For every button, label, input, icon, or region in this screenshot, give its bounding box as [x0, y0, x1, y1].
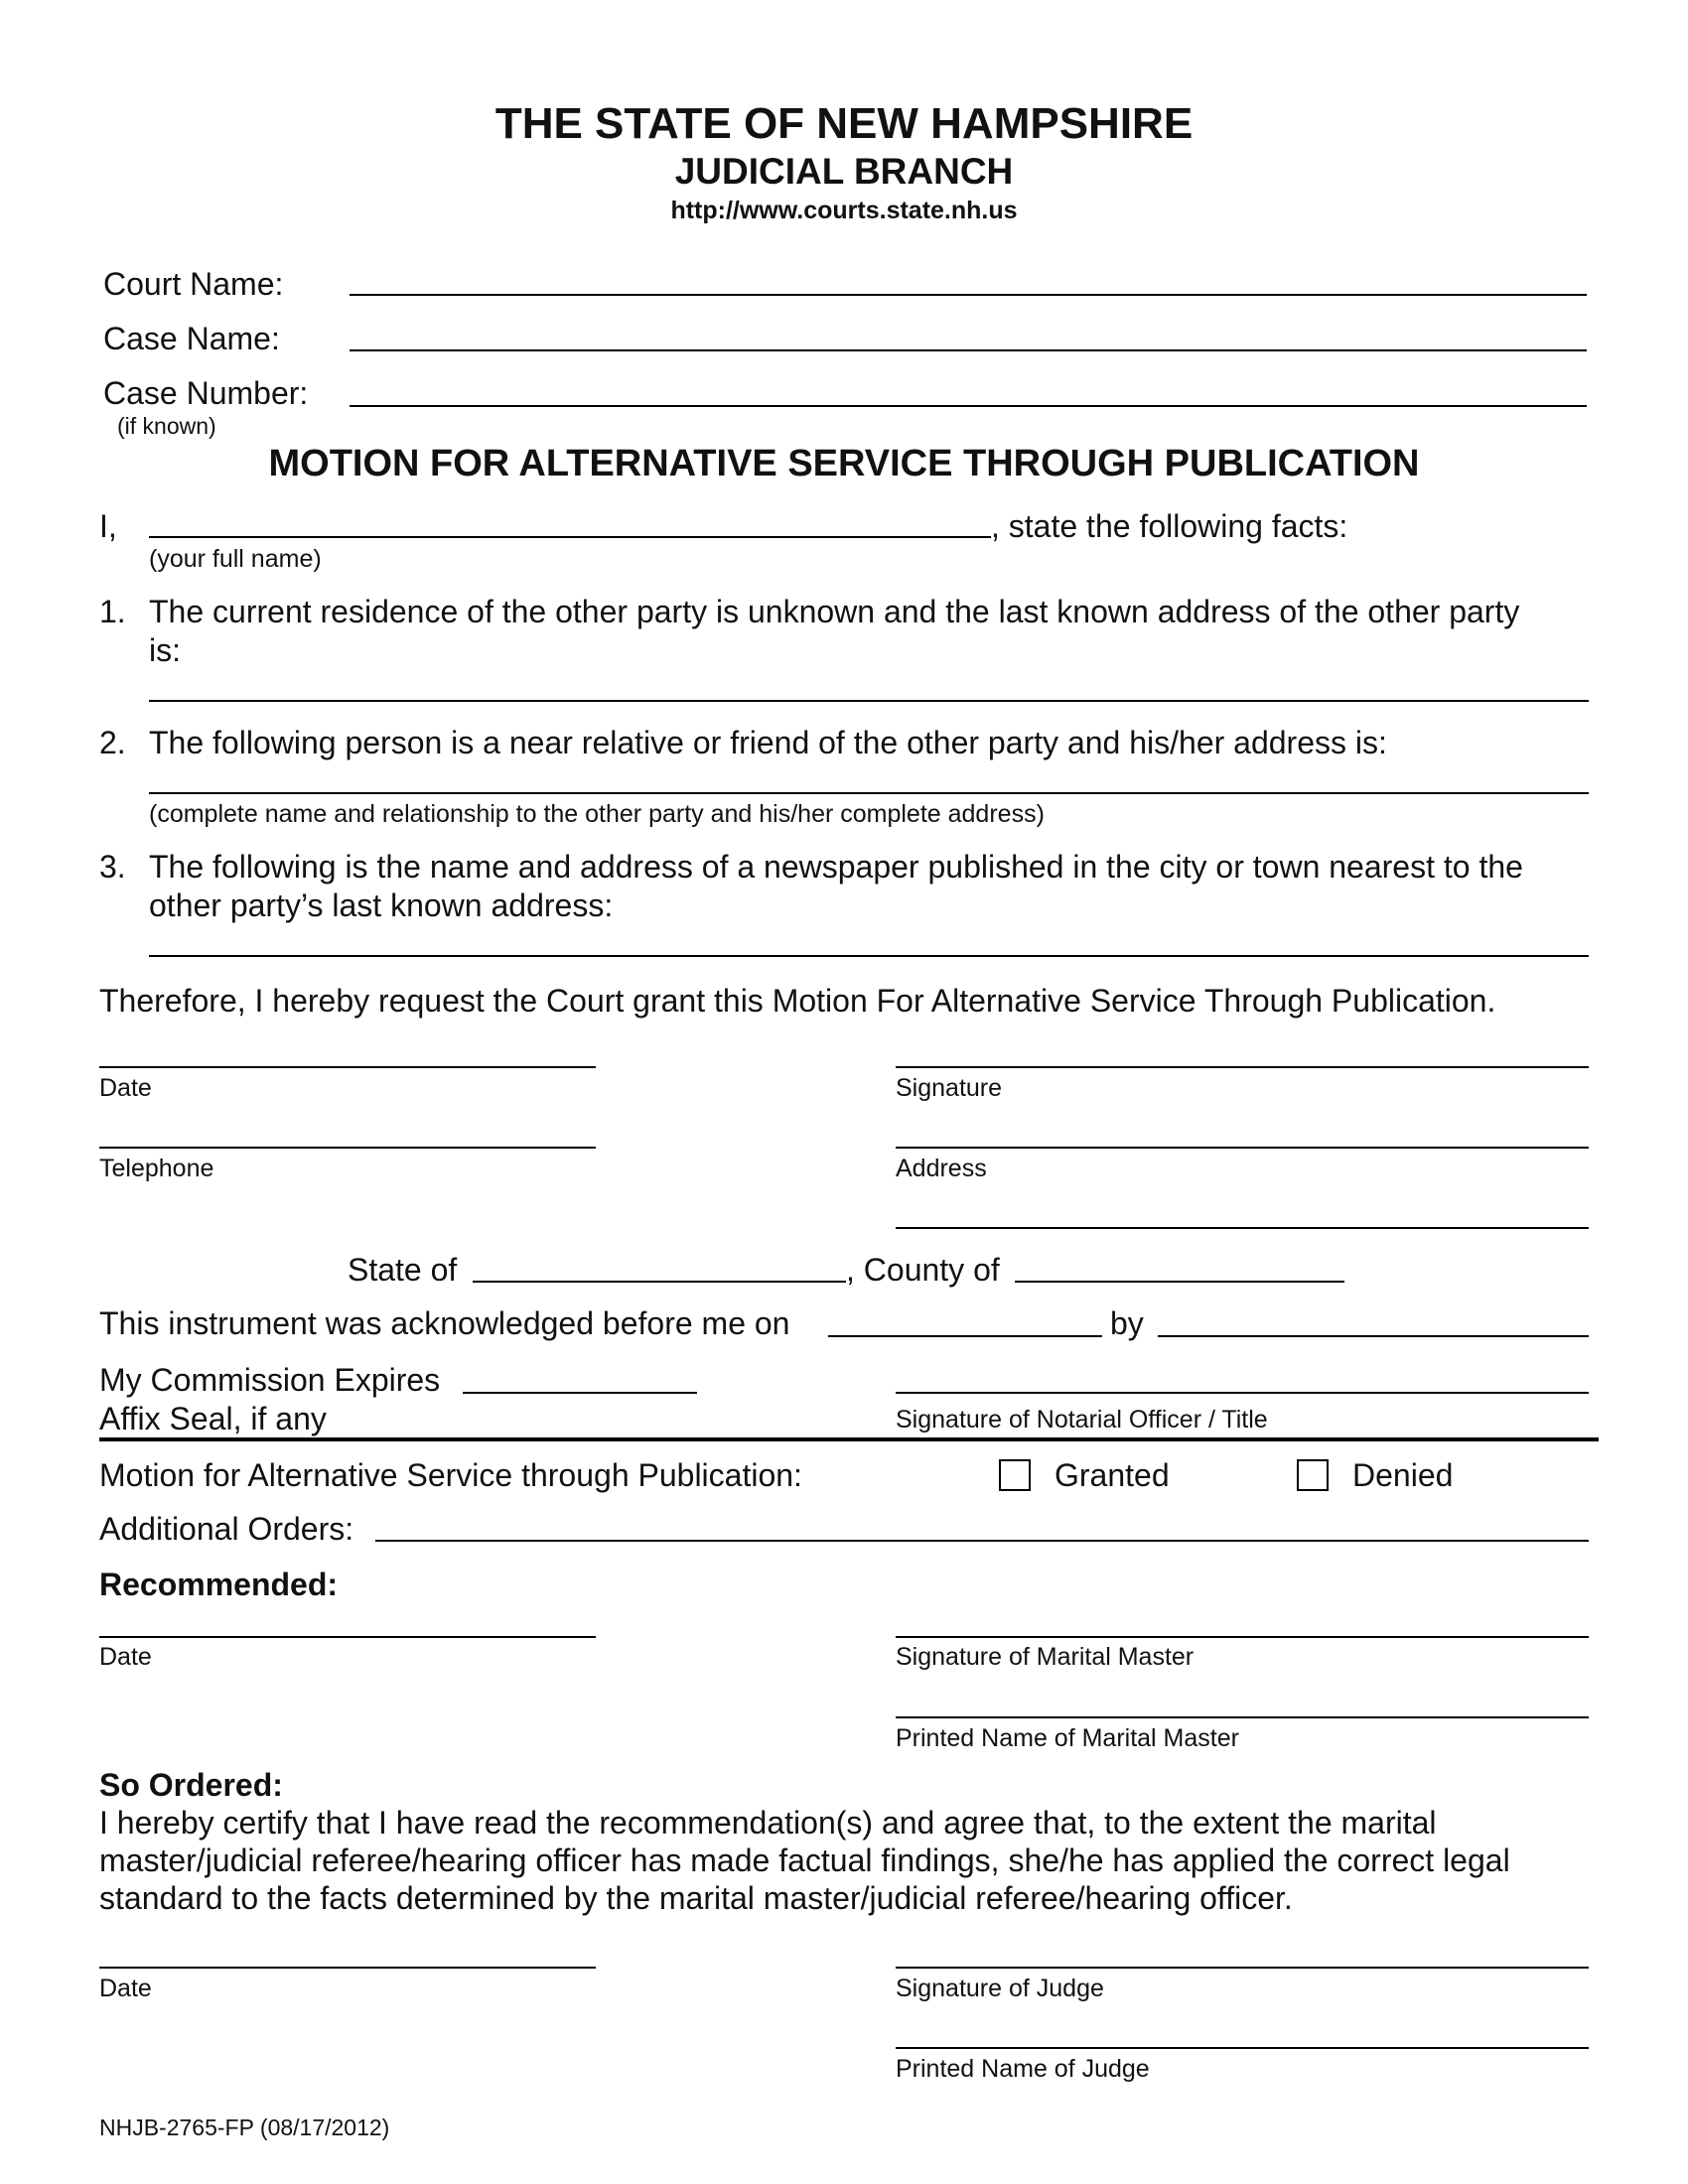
- judge-signature-label: Signature of Judge: [896, 1975, 1104, 2002]
- notary-signature-label: Signature of Notarial Officer / Title: [896, 1406, 1268, 1433]
- marital-master-signature-field[interactable]: [896, 1636, 1589, 1638]
- signature-field[interactable]: [896, 1066, 1589, 1068]
- section-divider: [99, 1437, 1599, 1441]
- intro-i: I,: [99, 508, 117, 544]
- item-3-text: The following is the name and address of a newspaper published in the city or town nearest to the: [149, 849, 1523, 885]
- full-name-field[interactable]: [149, 536, 991, 538]
- judge-date-label: Date: [99, 1975, 152, 2002]
- court-name-field[interactable]: [350, 294, 1587, 296]
- if-known-hint: (if known): [117, 413, 216, 439]
- so-ordered-heading: So Ordered:: [99, 1767, 283, 1803]
- by-label: by: [1110, 1305, 1144, 1341]
- commission-expires-label: My Commission Expires: [99, 1362, 441, 1398]
- judge-date-field[interactable]: [99, 1967, 596, 1969]
- header-branch: JUDICIAL BRANCH: [674, 151, 1014, 192]
- certify-line-3: standard to the facts determined by the marital master/judicial referee/hearing officer.: [99, 1880, 1293, 1916]
- item-1-number: 1.: [99, 594, 126, 629]
- judge-signature-field[interactable]: [896, 1967, 1589, 1969]
- marital-master-name-label: Printed Name of Marital Master: [896, 1724, 1239, 1752]
- item-1-text-cont: is:: [149, 632, 181, 668]
- judge-name-field[interactable]: [896, 2047, 1589, 2049]
- signature-label: Signature: [896, 1074, 1003, 1102]
- form-title: MOTION FOR ALTERNATIVE SERVICE THROUGH PUBLICATION: [268, 443, 1420, 484]
- form-id-footer: NHJB-2765-FP (08/17/2012): [99, 2115, 390, 2140]
- header-url[interactable]: http://www.courts.state.nh.us: [670, 197, 1018, 224]
- date-label: Date: [99, 1074, 152, 1102]
- acknowledged-label: This instrument was acknowledged before me on: [99, 1305, 790, 1341]
- full-name-hint: (your full name): [149, 545, 322, 573]
- certify-line-1: I hereby certify that I have read the recommendation(s) and agree that, to the extent the marital: [99, 1805, 1437, 1841]
- telephone-label: Telephone: [99, 1155, 214, 1182]
- state-of-label: State of: [348, 1252, 458, 1288]
- telephone-field[interactable]: [99, 1147, 596, 1149]
- item-3-number: 3.: [99, 849, 126, 885]
- marital-master-signature-label: Signature of Marital Master: [896, 1643, 1195, 1671]
- judge-name-label: Printed Name of Judge: [896, 2055, 1150, 2083]
- item-3-text-cont: other party’s last known address:: [149, 887, 614, 923]
- item-1-text: The current residence of the other party is unknown and the last known address of the other party: [149, 594, 1520, 629]
- county-of-field[interactable]: [1015, 1281, 1344, 1283]
- denied-checkbox[interactable]: [1297, 1459, 1329, 1491]
- denied-label: Denied: [1352, 1457, 1454, 1493]
- state-of-field[interactable]: [473, 1281, 846, 1283]
- address-label: Address: [896, 1155, 987, 1182]
- item-2-hint: (complete name and relationship to the other party and his/her complete address): [149, 800, 1045, 828]
- therefore-text: Therefore, I hereby request the Court grant this Motion For Alternative Service Through Publication.: [99, 983, 1496, 1019]
- item-2-field[interactable]: [149, 792, 1589, 794]
- acknowledged-date-field[interactable]: [828, 1335, 1102, 1337]
- header-state: THE STATE OF NEW HAMPSHIRE: [494, 99, 1194, 148]
- recommended-date-field[interactable]: [99, 1636, 596, 1638]
- granted-checkbox[interactable]: [999, 1459, 1031, 1491]
- recommended-date-label: Date: [99, 1643, 152, 1671]
- commission-expires-field[interactable]: [463, 1392, 697, 1394]
- granted-label: Granted: [1055, 1457, 1170, 1493]
- additional-orders-field[interactable]: [375, 1540, 1589, 1542]
- affix-seal-label: Affix Seal, if any: [99, 1401, 327, 1436]
- court-name-label: Court Name:: [103, 266, 284, 302]
- case-number-label: Case Number:: [103, 375, 309, 411]
- item-3-newspaper-field[interactable]: [149, 955, 1589, 957]
- recommended-heading: Recommended:: [99, 1567, 339, 1602]
- item-2-text: The following person is a near relative or friend of the other party and his/her address is:: [149, 725, 1387, 760]
- additional-orders-label: Additional Orders:: [99, 1511, 354, 1547]
- address-field-line-2[interactable]: [896, 1227, 1589, 1229]
- acknowledged-by-field[interactable]: [1158, 1335, 1589, 1337]
- motion-result-label: Motion for Alternative Service through Publication:: [99, 1457, 802, 1493]
- case-name-field[interactable]: [350, 349, 1587, 351]
- case-number-field[interactable]: [350, 405, 1587, 407]
- case-name-label: Case Name:: [103, 321, 280, 356]
- item-1-address-field[interactable]: [149, 700, 1589, 702]
- intro-state-facts: , state the following facts:: [991, 508, 1348, 544]
- county-of-label: , County of: [846, 1252, 1000, 1288]
- notary-signature-field[interactable]: [896, 1392, 1589, 1394]
- item-2-number: 2.: [99, 725, 126, 760]
- date-field[interactable]: [99, 1066, 596, 1068]
- certify-line-2: master/judicial referee/hearing officer has made factual findings, she/he has applied the correct legal: [99, 1843, 1510, 1878]
- marital-master-name-field[interactable]: [896, 1716, 1589, 1718]
- address-field[interactable]: [896, 1147, 1589, 1149]
